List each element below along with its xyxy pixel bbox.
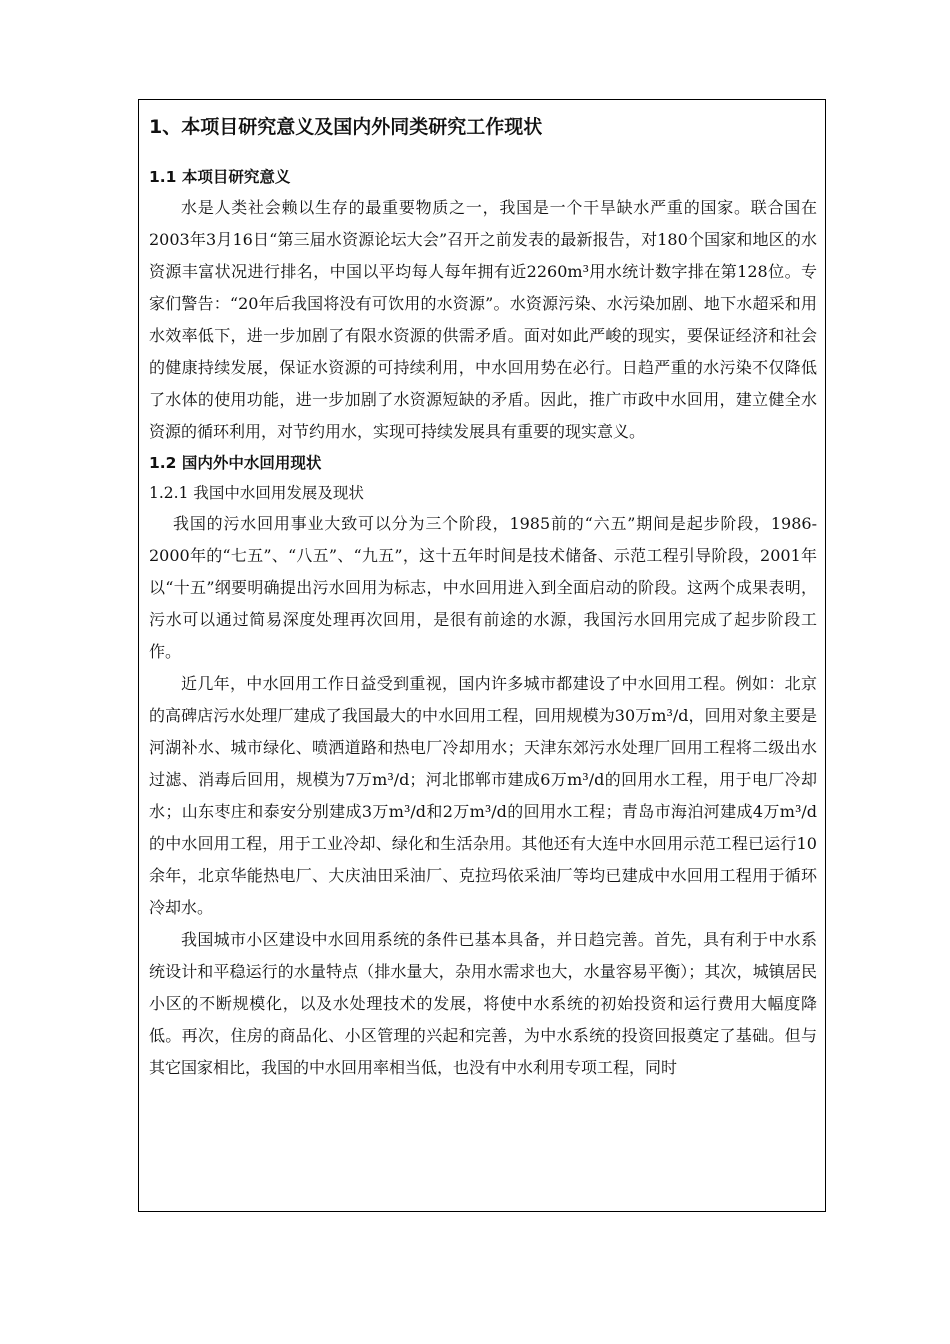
section-1-1-heading: 1.1 本项目研究意义 [149, 168, 291, 186]
section-1-2-1-heading: 1.2.1 我国中水回用发展及现状 [149, 484, 364, 502]
paragraph-residential-conditions: 我国城市小区建设中水回用系统的条件已基本具备，并日趋完善。首先，具有利于中水系统设计和平稳运行的水量特点（排水量大，杂用水需求也大，水量容易平衡）；其次，城镇居民小区的不断规模化，以及水处理技术的发展，将使中水系统的初始投资和运行费用大幅度降低。再次，住房的商品化、小区管理的兴起和完善，为中水系统的投资回报奠定了基础。但与其它国家相比，我国的中水回用率相当低，也没有中水利用专项工程，同时 [149, 930, 817, 1077]
section-1-1-paragraph: 水是人类社会赖以生存的最重要物质之一，我国是一个干旱缺水严重的国家。联合国在2003年3月16日“第三届水资源论坛大会”召开之前发表的最新报告，对180个国家和地区的水资源丰富状况进行排名，中国以平均每人每年拥有近2260m³用水统计数字排在第128位。专家们警告：“20年后我国将没有可饮用的水资源”。水资源污染、水污染加剧、地下水超采和用水效率低下，进一步加剧了有限水资源的供需矛盾。面对如此严峻的现实，要保证经济和社会的健康持续发展，保证水资源的可持续利用，中水回用势在必行。日趋严重的水污染不仅降低了水体的使用功能，进一步加剧了水资源短缺的矛盾。因此，推广市政中水回用，建立健全水资源的循环利用，对节约用水，实现可持续发展具有重要的现实意义。 [149, 198, 817, 441]
document-frame [138, 99, 826, 1212]
paragraph-development-stages: 我国的污水回用事业大致可以分为三个阶段，1985前的“六五”期间是起步阶段，1986-2000年的“七五”、“八五”、“九五”，这十五年时间是技术储备、示范工程引导阶段，2001年以“十五”纲要明确提出污水回用为标志，中水回用进入到全面启动的阶段。这两个成果表明，污水可以通过简易深度处理再次回用，是很有前途的水源，我国污水回用完成了起步阶段工作。 [149, 514, 817, 661]
section-1-2-heading: 1.2 国内外中水回用现状 [149, 454, 322, 472]
paragraph-domestic-projects: 近几年，中水回用工作日益受到重视，国内许多城市都建设了中水回用工程。例如：北京的高碑店污水处理厂建成了我国最大的中水回用工程，回用规模为30万m³/d，回用对象主要是河湖补水、城市绿化、喷洒道路和热电厂冷却用水；天津东郊污水处理厂回用工程将二级出水过滤、消毒后回用，规模为7万m³/d；河北邯郸市建成6万m³/d的回用水工程，用于电厂冷却水；山东枣庄和泰安分别建成3万m³/d和2万m³/d的回用水工程；青岛市海泊河建成4万m³/d的中水回用工程，用于工业冷却、绿化和生活杂用。其他还有大连中水回用示范工程已运行10余年，北京华能热电厂、大庆油田采油厂、克拉玛依采油厂等均已建成中水回用工程用于循环冷却水。 [149, 674, 817, 917]
document-content [149, 112, 817, 1084]
document-title: 1、本项目研究意义及国内外同类研究工作现状 [149, 116, 543, 138]
